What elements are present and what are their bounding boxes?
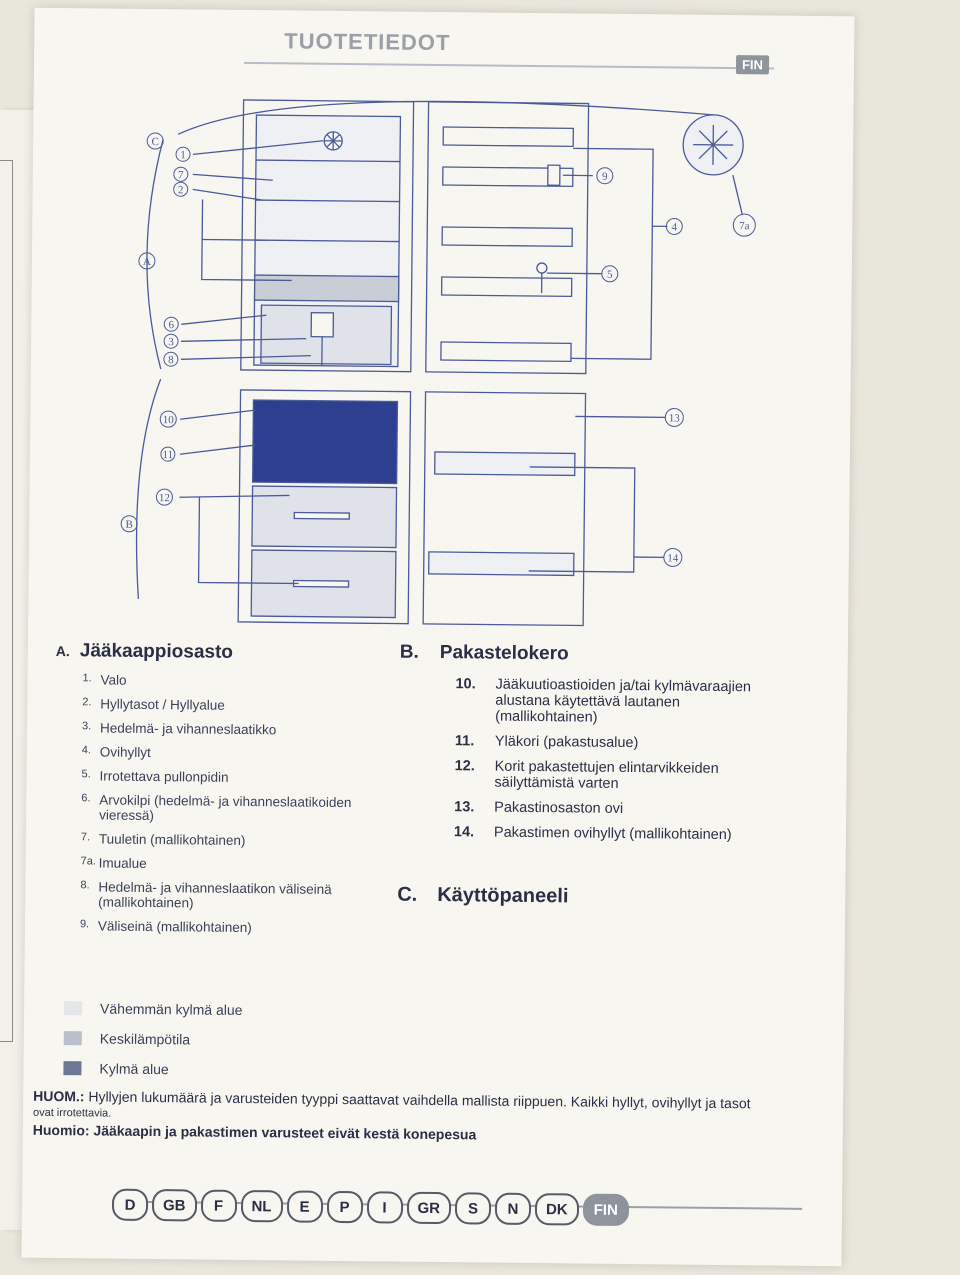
language-tab-fin[interactable]: FIN — [583, 1194, 630, 1226]
section-a-item — [81, 831, 379, 849]
medium-zone-shelf — [255, 275, 399, 302]
section-b-item-number: 10. — [455, 676, 476, 693]
callout-3: 3 — [168, 336, 174, 349]
section-a-item — [82, 696, 380, 714]
fridge-door — [426, 102, 589, 374]
section-a-item-number: 8. — [80, 879, 90, 892]
section-a-list — [80, 672, 381, 945]
section-a-item-text: Hyllytasot / Hyllyalue — [100, 696, 225, 713]
language-badge: FIN — [736, 55, 769, 74]
section-a-item — [82, 672, 380, 690]
section-a-item-text: Ovihyllyt — [99, 744, 151, 760]
section-a-item — [81, 768, 379, 786]
section-a-heading: A. Jääkaappiosasto — [55, 640, 234, 663]
callout-8: 8 — [168, 354, 174, 367]
section-b-item-text: Jääkuutioastioiden ja/tai kylmävaraajien alustana käytettävä lautanen (mallikohtainen) — [495, 676, 752, 726]
section-a-item-number: 2. — [82, 696, 92, 709]
section-a-item-text: Hedelmä- ja vihanneslaatikon väliseinä (mallikohtainen) — [98, 879, 332, 911]
section-a-item-number: 9. — [79, 918, 90, 931]
callout-7a: 7a — [739, 220, 750, 233]
language-tab-gb[interactable]: GB — [152, 1189, 197, 1221]
section-a-item-text: Tuuletin (mallikohtainen) — [98, 831, 246, 848]
section-a-item — [81, 792, 379, 825]
section-b-heading: B. Pakastelokero — [399, 641, 569, 665]
manual-page — [21, 8, 854, 1267]
legend-row-less-cold: Vähemmän kylmä alue — [64, 993, 243, 1025]
section-a-item-number: 4. — [81, 744, 92, 757]
legend-swatch-less-cold — [64, 1001, 82, 1015]
section-b-item-number: 11. — [454, 733, 475, 750]
callout-4: 4 — [671, 221, 678, 234]
language-tab-nl[interactable]: NL — [240, 1190, 282, 1222]
language-tab-f[interactable]: F — [200, 1190, 236, 1222]
callout-12: 12 — [158, 492, 171, 505]
language-tab-p[interactable]: P — [326, 1191, 362, 1223]
fridge-diagram — [88, 78, 814, 636]
section-b-item-text: Yläkori (pakastusalue) — [494, 733, 639, 752]
huom-note-cont: ovat irrotettavia. — [32, 1106, 112, 1120]
callout-2: 2 — [177, 184, 184, 197]
section-b-item — [454, 824, 764, 843]
callout-6: 6 — [168, 319, 175, 332]
temperature-legend — [63, 993, 242, 1085]
section-a-item-number: 6. — [81, 792, 91, 805]
huomio-note: Huomio: Jääkaapin ja pakastimen varusteet eivät kestä konepesua — [32, 1121, 477, 1143]
section-a-item-number: 7a. — [80, 855, 96, 868]
language-tab-s[interactable]: S — [455, 1192, 491, 1224]
section-b-item-text: Korit pakastettujen elintarvikkeiden säilyttämistä varten — [494, 758, 719, 792]
title-rule — [244, 62, 774, 70]
section-a-item-number: 1. — [82, 672, 92, 685]
fan-icon — [324, 132, 342, 150]
section-b-item-number: 13. — [454, 799, 475, 816]
section-a-item-number: 7. — [80, 831, 91, 844]
language-tab-i[interactable]: I — [366, 1191, 402, 1223]
callout-13: 13 — [668, 412, 680, 425]
callout-1: 1 — [180, 149, 186, 162]
callout-14: 14 — [667, 552, 679, 565]
freezer-door — [423, 392, 585, 626]
callout-10: 10 — [162, 414, 174, 427]
section-b-item-number: 12. — [454, 758, 475, 775]
huom-note: HUOM.: Hyllyjen lukumäärä ja varusteiden tyyppi saattavat vaihdella mallista riippuen. Kaikki hyllyt, ovihyllyt ja tasot — [33, 1087, 751, 1112]
language-tab-n[interactable]: N — [495, 1193, 531, 1225]
notes — [33, 1088, 803, 1147]
language-tab-d[interactable]: D — [112, 1189, 148, 1221]
language-tab-e[interactable]: E — [286, 1190, 322, 1222]
section-a-item — [82, 720, 380, 738]
background-page-frame — [0, 160, 13, 1042]
section-a-item-text: Imualue — [98, 855, 147, 871]
section-a-item — [81, 855, 379, 873]
section-a-item-text: Irrotettava pullonpidin — [99, 768, 229, 785]
page-title: TUOTETIEDOT — [284, 28, 451, 56]
section-a-item — [82, 744, 380, 762]
section-a-item-text: Hedelmä- ja vihanneslaatikko — [99, 720, 277, 738]
section-b-item-text: Pakastimen ovihyllyt (mallikohtainen) — [493, 824, 732, 844]
section-a-item-text: Väliseinä (mallikohtainen) — [97, 918, 252, 936]
section-b-item-text: Pakastinosaston ovi — [494, 799, 624, 817]
legend-row-cold: Kylmä alue — [63, 1053, 242, 1085]
section-a-item-text: Valo — [100, 672, 127, 688]
section-b-list — [454, 676, 766, 852]
section-a-item — [80, 879, 378, 912]
section-b-item-number: 14. — [453, 824, 475, 841]
legend-swatch-cold — [63, 1061, 81, 1075]
section-a-item-number: 5. — [81, 768, 91, 781]
rating-plate — [311, 313, 333, 337]
callout-c: C — [151, 135, 159, 149]
callout-b: B — [125, 518, 133, 531]
section-a-item-text: Arvokilpi (hedelmä- ja vihanneslaatikoiden vieressä) — [99, 792, 352, 824]
callout-5: 5 — [606, 268, 613, 281]
section-b-item — [455, 676, 765, 727]
section-b-item — [455, 733, 765, 752]
section-b-item — [454, 758, 764, 793]
section-a-item — [80, 918, 378, 936]
language-tab-gr[interactable]: GR — [406, 1192, 451, 1224]
section-c-heading: C. Käyttöpaneeli — [397, 883, 569, 908]
callout-9: 9 — [602, 170, 608, 183]
callout-7: 7 — [178, 169, 184, 182]
section-b-item — [454, 799, 764, 818]
cold-zone-upper-basket — [253, 400, 398, 484]
callout-a: A — [142, 255, 151, 268]
section-a-item-number: 3. — [81, 720, 92, 733]
legend-row-medium: Keskilämpötila — [64, 1023, 243, 1055]
language-selector — [112, 1189, 633, 1226]
legend-swatch-medium — [64, 1031, 82, 1045]
language-tab-dk[interactable]: DK — [535, 1193, 579, 1225]
callout-11: 11 — [162, 449, 174, 462]
